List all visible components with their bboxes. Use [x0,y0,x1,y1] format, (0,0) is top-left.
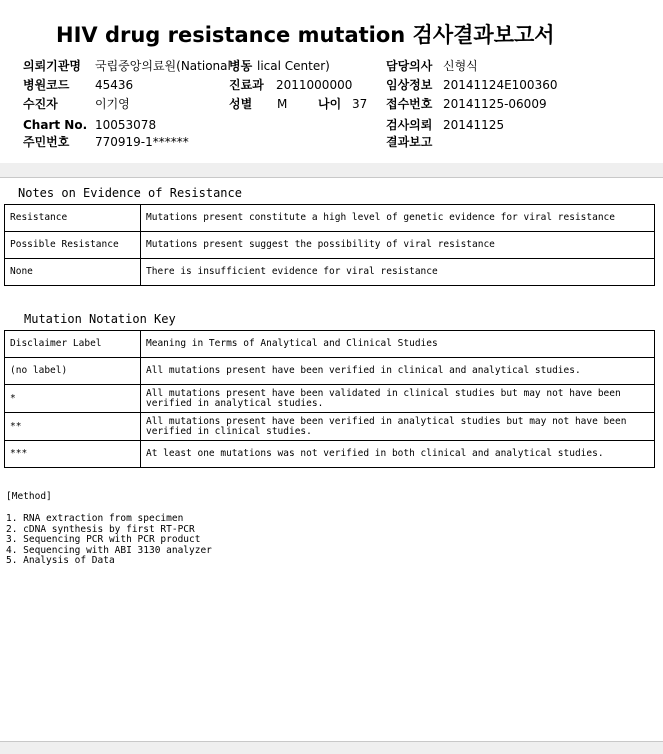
evidence-text: Mutations present suggest the possibility of viral resistance [141,232,655,259]
evidence-table [4,204,655,286]
dept-label: 진료과 [229,78,264,92]
table-row [5,358,655,385]
id-value: 770919-1****** [95,135,189,149]
institution-label: 의뢰기관명 [23,59,81,73]
receipt-label: 접수번호 [386,97,433,111]
chart-label: Chart No. [23,118,88,132]
report-header [0,0,663,164]
method-step: 5. Analysis of Data [6,555,115,566]
table-row [5,259,655,286]
table-row [5,205,655,232]
page-footer [0,741,663,754]
sex-label: 성별 [229,97,253,111]
method-list [6,514,212,567]
notation-text: All mutations present have been verified in analytical studies but may not have been verified in clinical studies. [141,413,655,441]
method-step: 2. cDNA synthesis by first RT-PCR [6,523,195,535]
dept-value: 2011000000 [276,78,353,92]
doctor-label: 담당의사 [386,59,433,73]
institution-value: 국립중앙의료원(National [95,59,231,73]
hospital-code-value: 45436 [95,78,134,92]
request-label: 검사의뢰 [386,118,433,132]
table-row [5,413,655,441]
notation-text: All mutations present have been verified in clinical and analytical studies. [141,358,655,385]
notation-label: (no label) [5,358,141,385]
evidence-label: None [5,259,141,286]
id-label: 주민번호 [23,135,70,149]
table-row [5,232,655,259]
table-row [5,441,655,468]
patient-value: 이기영 [95,97,130,111]
notation-label: * [5,385,141,413]
receipt-value: 20141125-06009 [443,97,547,111]
report-label: 결과보고 [386,135,433,149]
notation-text: Meaning in Terms of Analytical and Clinical Studies [141,331,655,358]
doctor-value: 신형식 [443,59,478,73]
clinical-value: 20141124E100360 [443,78,558,92]
evidence-label: Possible Resistance [5,232,141,259]
evidence-text: There is insufficient evidence for viral resistance [141,259,655,286]
age-value: 37 [352,97,368,111]
method-step: 3. Sequencing PCR with PCR product [6,534,201,545]
method-step: 1. RNA extraction from specimen [6,513,184,524]
evidence-label: Resistance [5,205,141,232]
table-row [5,331,655,358]
notation-title: Mutation Notation Key [24,312,176,326]
notation-label: Disclaimer Label [5,331,141,358]
ward-value: lical Center) [257,59,330,73]
clinical-label: 임상정보 [386,78,433,92]
request-value: 20141125 [443,118,505,132]
ward-label: 병동 [229,59,253,73]
chart-value: 10053078 [95,118,157,132]
report-title: HIV drug resistance mutation 검사결과보고서 [56,23,555,47]
table-row [5,385,655,413]
notation-label: *** [5,441,141,468]
age-label: 나이 [318,97,342,111]
patient-label: 수진자 [23,97,58,111]
notation-label: ** [5,413,141,441]
section-divider [0,163,663,178]
evidence-text: Mutations present constitute a high level of genetic evidence for viral resistance [141,205,655,232]
notation-text: At least one mutations was not verified in both clinical and analytical studies. [141,441,655,468]
hospital-code-label: 병원코드 [23,78,70,92]
notation-text: All mutations present have been validated in clinical studies but may not have been verified in analytical studies. [141,385,655,413]
evidence-title: Notes on Evidence of Resistance [18,186,242,200]
method-title: [Method] [6,491,52,502]
notation-table [4,330,655,468]
sex-value: M [277,97,288,111]
method-step: 4. Sequencing with ABI 3130 analyzer [6,544,212,556]
